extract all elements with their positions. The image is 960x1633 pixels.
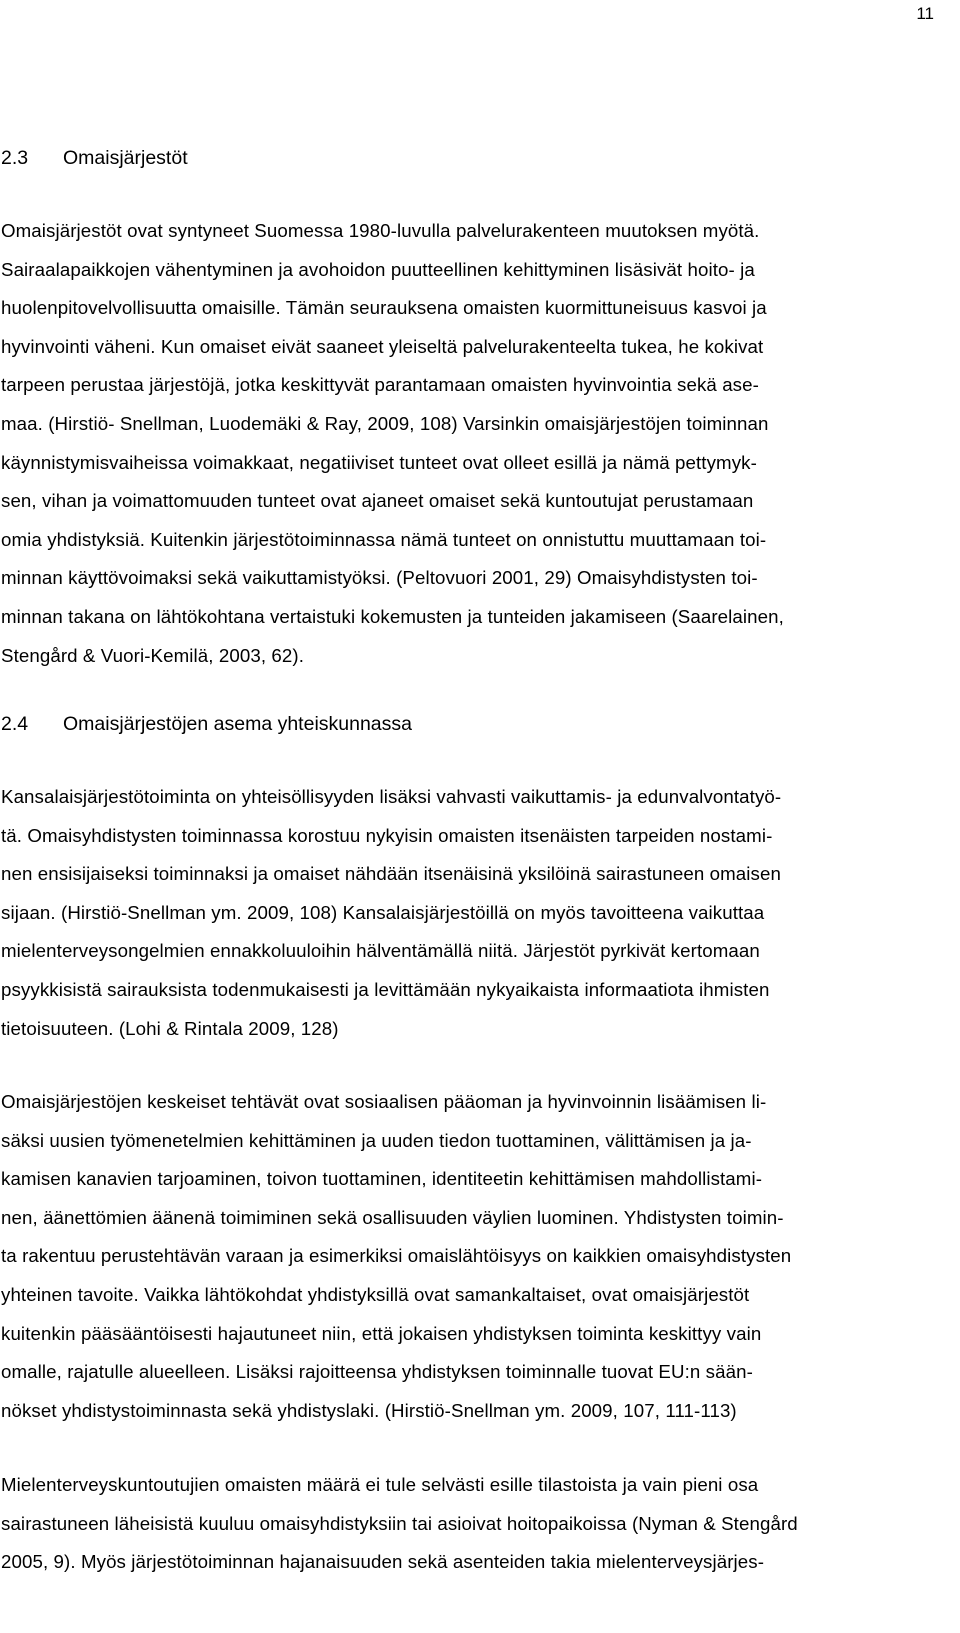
section-title: Omaisjärjestöjen asema yhteiskunnassa bbox=[63, 713, 413, 735]
text-line: sijaan. (Hirstiö-Snellman ym. 2009, 108) Kansalaisjärjestöillä on myös tavoitteena vaikuttaa bbox=[1, 901, 765, 923]
text-line: tä. Omaisyhdistysten toiminnassa korostuu nykyisin omaisten itsenäisten tarpeiden nostami- bbox=[1, 824, 773, 846]
text-line: hyvinvointi väheni. Kun omaiset eivät saaneet yleiseltä palvelurakenteelta tukea, he kokivat bbox=[1, 335, 764, 357]
text-line: Stengård & Vuori-Kemilä, 2003, 62). bbox=[1, 644, 305, 666]
section-title: Omaisjärjestöt bbox=[63, 147, 188, 169]
text-line: Omaisjärjestöt ovat syntyneet Suomessa 1980-luvulla palvelurakenteen muutoksen myötä. bbox=[1, 220, 760, 241]
text-line: kamisen kanavien tarjoaminen, toivon tuottaminen, identiteetin kehittämisen mahdollistami- bbox=[1, 1168, 763, 1190]
paragraph-2-3-1 bbox=[1, 219, 960, 682]
text-line: säksi uusien työmenetelmien kehittäminen ja uuden tiedon tuottaminen, välittämisen ja ja- bbox=[1, 1129, 752, 1151]
section-number: 2.4 bbox=[1, 713, 29, 735]
page-number: 11 bbox=[916, 4, 934, 23]
text-line: Mielenterveyskuntoutujien omaisten määrä ei tule selvästi esille tilastoista ja vain pieni osa bbox=[1, 1474, 759, 1495]
text-line: nen, äänettömien äänenä toimiminen sekä osallisuuden väylien luominen. Yhdistysten toimin- bbox=[1, 1206, 784, 1228]
text-line: mielenterveysongelmien ennakkoluuloihin hälventämällä niitä. Järjestöt pyrkivät kertomaan bbox=[1, 940, 760, 962]
paragraph-2-4-2 bbox=[1, 1090, 960, 1437]
text-line: Kansalaisjärjestötoiminta on yhteisöllisyyden lisäksi vahvasti vaikuttamis- ja edunvalvontatyö- bbox=[1, 786, 782, 807]
text-line: kuitenkin pääsääntöisesti hajautuneet niin, että jokaisen yhdistyksen toiminta keskittyy vain bbox=[1, 1322, 762, 1344]
text-line: nen ensisijaiseksi toiminnaksi ja omaiset nähdään itsenäisinä yksilöinä sairastuneen omaisen bbox=[1, 863, 781, 885]
text-line: yhteinen tavoite. Vaikka lähtökohdat yhdistyksillä ovat samankaltaiset, ovat omaisjärjestöt bbox=[1, 1283, 750, 1305]
text-line: 2005, 9). Myös järjestötoiminnan hajanaisuuden sekä asenteiden takia mielenterveysjärjes- bbox=[1, 1551, 765, 1573]
text-line: maa. (Hirstiö- Snellman, Luodemäki & Ray, 2009, 108) Varsinkin omaisjärjestöjen toiminnan bbox=[1, 412, 769, 434]
section-heading-2-3 bbox=[1, 146, 188, 170]
text-line: minnan käyttövoimaksi sekä vaikuttamistyöksi. (Peltovuori 2001, 29) Omaisyhdistysten toi- bbox=[1, 567, 758, 589]
section-heading-2-4 bbox=[1, 712, 412, 736]
text-line: tietoisuuteen. (Lohi & Rintala 2009, 128) bbox=[1, 1017, 339, 1039]
text-line: huolenpitovelvollisuutta omaisille. Tämän seurauksena omaisten kuormittuneisuus kasvoi ja bbox=[1, 297, 767, 319]
text-line: tarpeen perustaa järjestöjä, jotka keskittyvät parantamaan omaisten hyvinvointia sekä ase- bbox=[1, 374, 759, 396]
text-line: omia yhdistyksiä. Kuitenkin järjestötoiminnassa nämä tunteet on onnistuttu muuttamaan toi- bbox=[1, 528, 767, 550]
paragraph-2-4-1 bbox=[1, 785, 960, 1055]
text-line: nökset yhdistystoiminnasta sekä yhdistyslaki. (Hirstiö-Snellman ym. 2009, 107, 111-113) bbox=[1, 1399, 737, 1421]
text-line: sairastuneen läheisistä kuuluu omaisyhdistyksiin tai asioivat hoitopaikoissa (Nyman & Stengård bbox=[1, 1512, 798, 1534]
text-line: sen, vihan ja voimattomuuden tunteet ovat ajaneet omaiset sekä kuntoutujat perustamaan bbox=[1, 490, 754, 512]
section-number: 2.3 bbox=[1, 147, 29, 169]
text-line: Sairaalapaikkojen vähentyminen ja avohoidon puutteellinen kehittyminen lisäsivät hoito- ja bbox=[1, 258, 755, 280]
text-line: käynnistymisvaiheissa voimakkaat, negatiiviset tunteet ovat olleet esillä ja nämä pettymyk- bbox=[1, 451, 757, 473]
text-line: psyykkisistä sairauksista todenmukaisesti ja levittämään nykyaikaista informaatiota ihmisten bbox=[1, 978, 770, 1000]
text-line: minnan takana on lähtökohtana vertaistuki kokemusten ja tunteiden jakamiseen (Saarelainen, bbox=[1, 605, 784, 627]
paragraph-2-4-3 bbox=[1, 1473, 960, 1589]
text-line: Omaisjärjestöjen keskeiset tehtävät ovat sosiaalisen pääoman ja hyvinvoinnin lisäämisen li- bbox=[1, 1091, 767, 1112]
text-line: omalle, rajatulle alueelleen. Lisäksi rajoitteensa yhdistyksen toiminnalle tuovat EU:n sään- bbox=[1, 1361, 753, 1383]
text-line: ta rakentuu perustehtävän varaan ja esimerkiksi omaislähtöisyys on kaikkien omaisyhdistysten bbox=[1, 1245, 792, 1267]
